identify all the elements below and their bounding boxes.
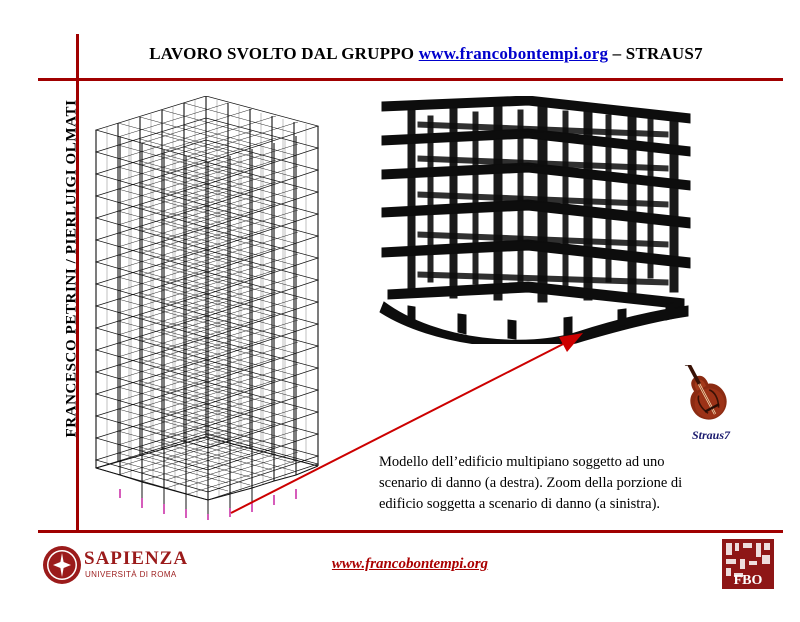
bottom-divider	[38, 530, 783, 533]
caption-line-2: scenario di danno (a destra). Zoom della porzione di	[379, 475, 683, 492]
caption-line-3: edificio soggetta a scenario di danno (a sinistra).	[379, 496, 661, 513]
figure-caption	[379, 452, 724, 515]
title-website-link[interactable]: www.francobontempi.org	[418, 44, 609, 63]
straus7-label: Straus7	[691, 428, 731, 442]
top-divider	[38, 78, 783, 81]
title-prefix: LAVORO SVOLTO DAL GRUPPO	[149, 44, 419, 63]
figure-damage-zoom	[378, 96, 694, 344]
vertical-author-label: FRANCESCO PETRINI / PIERLUIGI OLMATI	[63, 99, 80, 438]
page-title	[96, 44, 756, 64]
fbo-logo-icon	[722, 539, 774, 589]
footer-website-link[interactable]: www.francobontempi.org	[331, 556, 489, 572]
fbo-label: FBO	[733, 573, 763, 588]
sapienza-name: SAPIENZA	[84, 548, 189, 569]
caption-line-1: Modello dell’edificio multipiano soggetto ad uno	[379, 454, 665, 470]
title-suffix: – STRAUS7	[608, 44, 703, 63]
sapienza-subtitle: UNIVERSITÀ DI ROMA	[85, 570, 177, 579]
damage-zoom-svg	[378, 96, 694, 344]
